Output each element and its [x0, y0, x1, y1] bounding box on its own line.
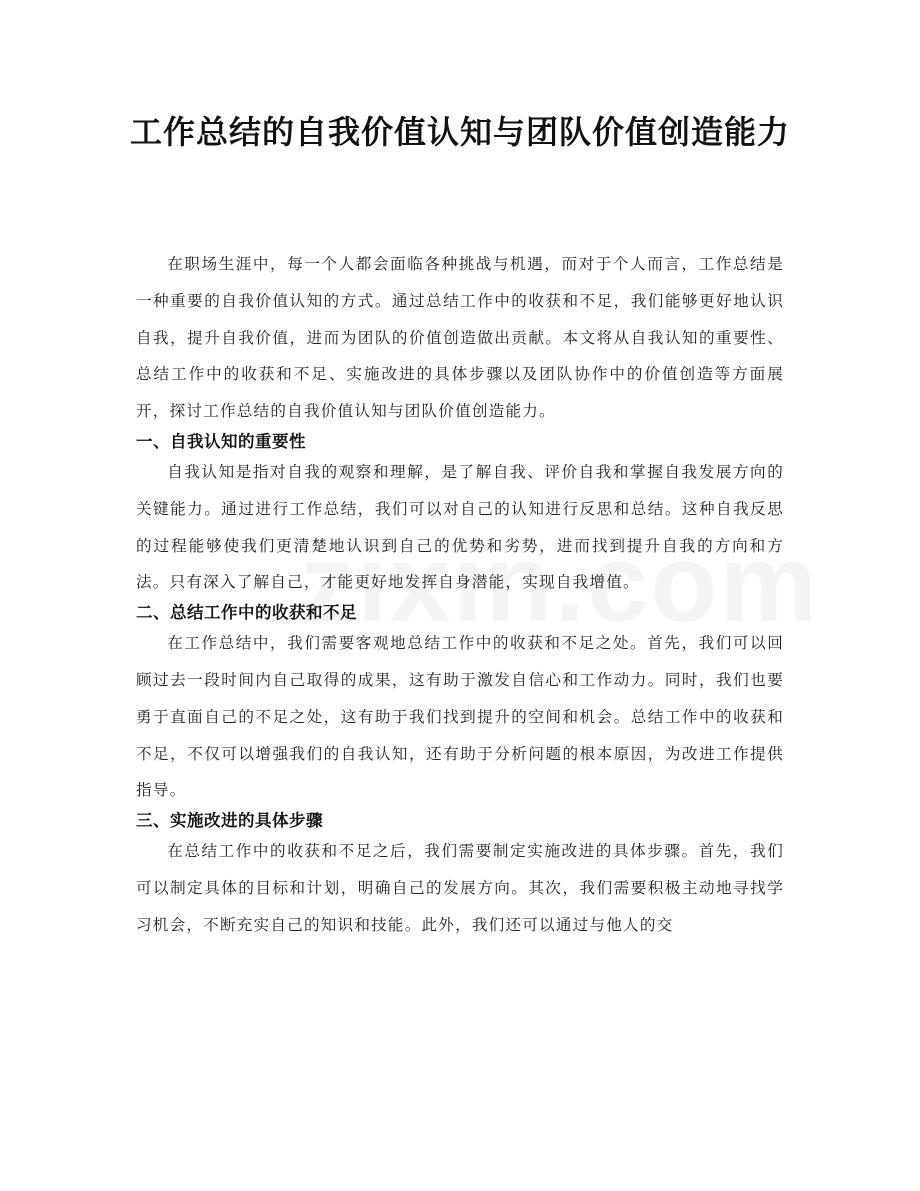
section-heading-3: 三、实施改进的具体步骤 — [136, 811, 323, 831]
document-body — [136, 246, 784, 944]
section-heading-1: 一、自我认知的重要性 — [136, 431, 306, 451]
section-paragraph-3: 在总结工作中的收获和不足之后，我们需要制定实施改进的具体步骤。首先，我们可以制定具体的目标和计划，明确自己的发展方向。其次，我们需要积极主动地寻找学习机会，不断充实自己的知识和技能。此外，我们还可以通过与他人的交 — [136, 842, 784, 934]
intro-paragraph: 在职场生涯中，每一个人都会面临各种挑战与机遇，而对于个人而言，工作总结是一种重要的自我价值认知的方式。通过总结工作中的收获和不足，我们能够更好地认识自我，提升自我价值，进而为团队的价值创造做出贡献。本文将从自我认知的重要性、总结工作中的收获和不足、实施改进的具体步骤以及团队协作中的价值创造等方面展开，探讨工作总结的自我价值认知与团队价值创造能力。 — [136, 255, 784, 421]
section-paragraph-1: 自我认知是指对自我的观察和理解，是了解自我、评价自我和掌握自我发展方向的关键能力。通过进行工作总结，我们可以对自己的认知进行反思和总结。这种自我反思的过程能够使我们更清楚地认识到自己的优势和劣势，进而找到提升自我的方向和方法。只有深入了解自己，才能更好地发挥自身潜能，实现自我增值。 — [136, 462, 784, 592]
section-paragraph-2: 在工作总结中，我们需要客观地总结工作中的收获和不足之处。首先，我们可以回顾过去一段时间内自己取得的成果，这有助于激发自信心和工作动力。同时，我们也要勇于直面自己的不足之处，这有助于我们找到提升的空间和机会。总结工作中的收获和不足，不仅可以增强我们的自我认知，还有助于分析问题的根本原因，为改进工作提供指导。 — [136, 634, 784, 800]
section-heading-2: 二、总结工作中的收获和不足 — [136, 603, 357, 623]
page-title: 工作总结的自我价值认知与团队价值创造能力 — [129, 113, 790, 151]
